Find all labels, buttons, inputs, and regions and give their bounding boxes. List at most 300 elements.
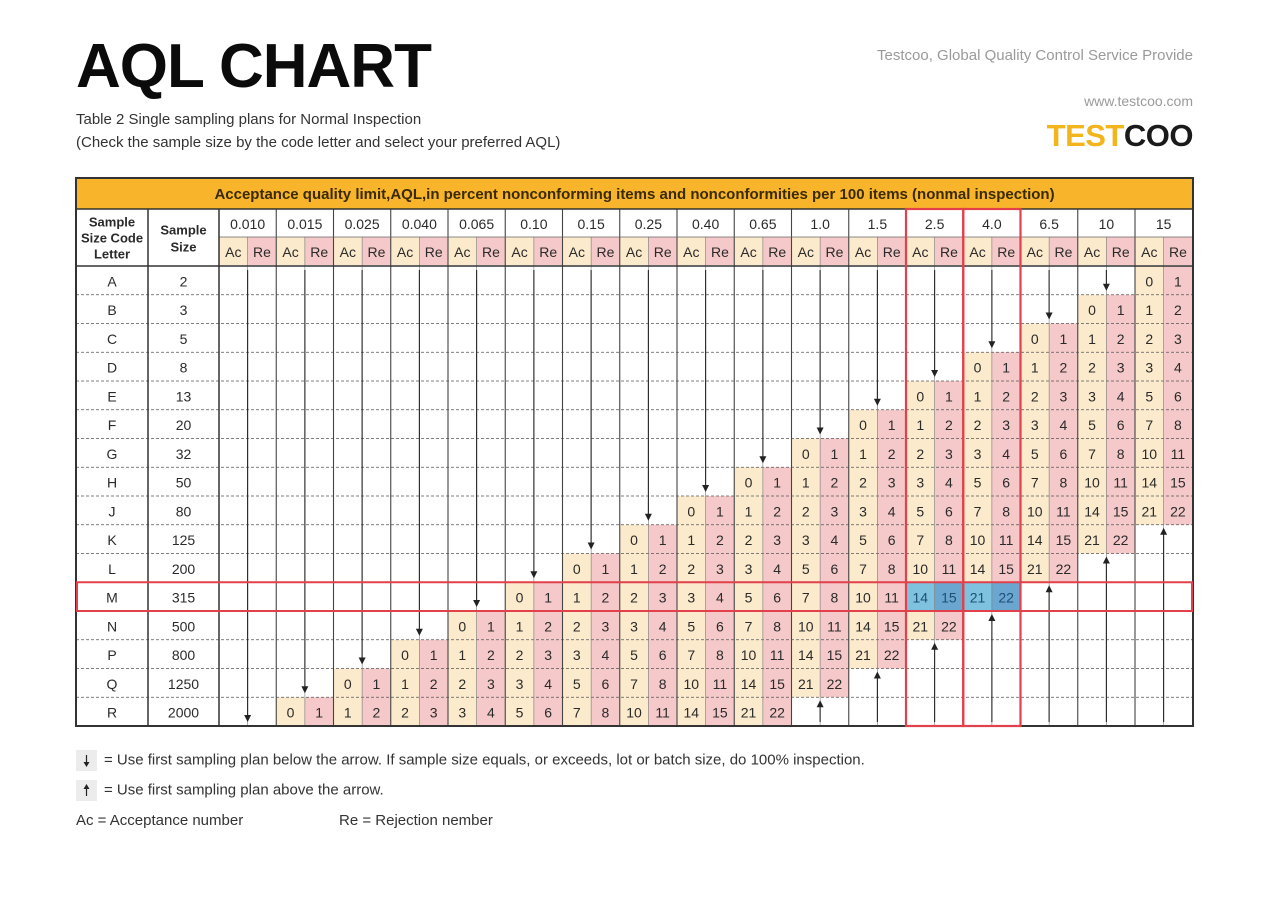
- sample-size-cell: 32: [175, 445, 192, 462]
- header-code-letter: Size Code: [80, 230, 144, 246]
- ac-value: 2: [916, 445, 925, 462]
- ac-value: 1: [401, 675, 409, 692]
- re-value: 4: [1174, 359, 1182, 376]
- ac-value: 3: [744, 560, 753, 577]
- code-letter-cell: J: [108, 503, 116, 520]
- ac-value: 10: [912, 560, 929, 577]
- aql-level-header: 0.40: [692, 216, 720, 232]
- code-letter-cell: A: [107, 273, 117, 290]
- re-value: 6: [945, 503, 953, 520]
- ac-value: 2: [1088, 359, 1096, 376]
- re-value: 11: [998, 532, 1014, 549]
- re-value: 6: [1174, 388, 1182, 405]
- code-letter-cell: Q: [106, 675, 118, 692]
- re-value: 1: [830, 445, 839, 462]
- up-arrow-icon: [931, 643, 938, 650]
- ac-value: 0: [1030, 330, 1039, 347]
- company-tagline: Testcoo, Global Quality Control Service Provide: [877, 47, 1193, 64]
- ac-value: 0: [744, 474, 753, 491]
- ac-value: 21: [1084, 532, 1100, 549]
- sample-size-cell: 125: [171, 532, 196, 549]
- code-letter-cell: M: [106, 589, 118, 606]
- re-value: 2: [945, 417, 953, 434]
- ac-value: 0: [572, 560, 581, 577]
- ac-header-label: Ac: [1141, 244, 1158, 260]
- re-value: 22: [769, 704, 785, 721]
- ac-value: 0: [515, 589, 524, 606]
- ac-header-label: Ac: [1083, 244, 1101, 260]
- re-value: 6: [716, 618, 724, 635]
- sample-size-cell: 2: [179, 273, 188, 290]
- ac-value: 0: [801, 445, 810, 462]
- re-value: 8: [945, 532, 953, 549]
- ac-value: 2: [515, 647, 524, 664]
- re-value: 1: [1174, 273, 1182, 290]
- re-value: 11: [1113, 474, 1128, 491]
- ac-value: 0: [401, 647, 409, 664]
- ac-value: 5: [572, 675, 581, 692]
- ac-value: 21: [740, 704, 757, 721]
- re-value: 2: [716, 532, 724, 549]
- down-arrow-icon: [530, 571, 537, 578]
- re-value: 2: [1174, 302, 1182, 319]
- re-value: 6: [601, 675, 610, 692]
- re-value: 1: [487, 618, 495, 635]
- up-arrow-icon: [874, 672, 881, 679]
- re-value: 11: [884, 589, 899, 606]
- sample-size-cell: 20: [175, 417, 192, 434]
- re-value: 15: [941, 589, 957, 606]
- ac-value: 2: [801, 503, 810, 520]
- re-value: 2: [1059, 359, 1068, 376]
- ac-value: 0: [630, 532, 638, 549]
- re-value: 6: [1116, 417, 1125, 434]
- ac-value: 10: [740, 647, 757, 664]
- page-title: AQL CHART: [76, 32, 431, 101]
- ac-value: 21: [969, 589, 986, 606]
- re-value: 15: [1055, 532, 1072, 549]
- down-arrow-icon: [244, 715, 251, 722]
- re-value: 4: [887, 503, 896, 520]
- ac-value: 3: [1145, 359, 1154, 376]
- code-letter-cell: C: [106, 330, 118, 347]
- code-letter-cell: L: [108, 560, 116, 577]
- re-value: 22: [1170, 503, 1186, 520]
- re-value: 1: [372, 675, 381, 692]
- re-value: 11: [655, 704, 670, 721]
- table-banner-text: Acceptance quality limit,AQL,in percent nonconforming items and nonconformities per 100 items (nonmal inspection): [214, 186, 1055, 203]
- ac-value: 5: [859, 532, 867, 549]
- legend-down-arrow: [76, 750, 865, 771]
- down-arrow-icon: [759, 456, 766, 463]
- re-header-label: Re: [882, 244, 901, 260]
- re-value: 15: [712, 704, 728, 721]
- code-letter-cell: P: [107, 647, 117, 664]
- re-header-label: Re: [768, 244, 787, 260]
- code-letter-cell: B: [107, 302, 117, 319]
- re-value: 3: [1116, 359, 1125, 376]
- header-code-letter: Letter: [93, 246, 131, 262]
- re-header-label: Re: [939, 244, 958, 260]
- ac-value: 0: [687, 503, 696, 520]
- ac-value: 21: [1027, 560, 1043, 577]
- re-value: 4: [1116, 388, 1125, 405]
- re-value: 3: [716, 560, 724, 577]
- aql-level-header: 0.010: [230, 216, 266, 232]
- down-arrow-icon: [588, 543, 595, 550]
- re-value: 11: [827, 618, 842, 635]
- aql-level-header: 0.040: [401, 216, 437, 232]
- ac-value: 7: [1145, 417, 1154, 434]
- ac-value: 21: [912, 618, 929, 635]
- re-value: 1: [1116, 302, 1125, 319]
- re-value: 6: [830, 560, 839, 577]
- ac-value: 10: [626, 704, 642, 721]
- aql-level-header: 0.15: [577, 216, 605, 232]
- re-value: 8: [1174, 417, 1182, 434]
- re-value: 3: [773, 532, 782, 549]
- aql-level-header: 4.0: [982, 216, 1002, 232]
- down-arrow-icon: [817, 428, 824, 435]
- re-value: 8: [658, 675, 667, 692]
- ac-value: 7: [1030, 474, 1039, 491]
- ac-header-label: Ac: [396, 244, 414, 260]
- re-value: 1: [945, 388, 953, 405]
- re-value: 22: [1112, 532, 1129, 549]
- ac-header-label: Ac: [969, 244, 986, 260]
- re-value: 6: [658, 647, 667, 664]
- ac-value: 0: [286, 704, 295, 721]
- down-arrow-icon: [645, 514, 652, 521]
- re-value: 11: [941, 560, 957, 577]
- down-arrow-icon: [702, 485, 709, 492]
- re-value: 3: [1059, 388, 1068, 405]
- re-value: 2: [544, 618, 553, 635]
- legend-down-text: = Use first sampling plan below the arrow. If sample size equals, or exceeds, lot or batch size, do 100% inspection.: [104, 751, 865, 769]
- re-value: 11: [1170, 445, 1186, 462]
- re-value: 15: [998, 560, 1014, 577]
- re-value: 4: [716, 589, 724, 606]
- re-header-label: Re: [539, 244, 558, 260]
- ac-value: 7: [973, 503, 982, 520]
- sample-size-cell: 13: [175, 388, 192, 405]
- re-value: 2: [658, 560, 667, 577]
- up-arrow-icon: [988, 614, 995, 621]
- re-header-label: Re: [710, 244, 729, 260]
- re-value: 3: [487, 675, 495, 692]
- up-arrow-icon: [1160, 528, 1167, 535]
- re-value: 8: [716, 647, 724, 664]
- re-header-label: Re: [252, 244, 271, 260]
- ac-value: 3: [1088, 388, 1096, 405]
- ac-value: 10: [855, 589, 871, 606]
- sample-size-cell: 500: [171, 618, 196, 635]
- ac-value: 5: [1145, 388, 1154, 405]
- ac-value: 2: [859, 474, 867, 491]
- down-arrow-icon: [1046, 313, 1053, 320]
- ac-value: 1: [458, 647, 467, 664]
- ac-value: 2: [687, 560, 696, 577]
- ac-value: 5: [801, 560, 810, 577]
- ac-value: 14: [969, 560, 986, 577]
- re-value: 8: [601, 704, 610, 721]
- ac-header-label: Ac: [454, 244, 471, 260]
- re-value: 2: [887, 445, 896, 462]
- ac-value: 1: [744, 503, 753, 520]
- up-arrow-icon: [1046, 585, 1053, 592]
- re-header-label: Re: [997, 244, 1016, 260]
- re-value: 11: [769, 647, 785, 664]
- re-value: 3: [1174, 330, 1182, 347]
- re-value: 11: [1056, 503, 1071, 520]
- ac-value: 2: [1145, 330, 1154, 347]
- ac-value: 5: [1030, 445, 1039, 462]
- ac-value: 2: [630, 589, 638, 606]
- aql-level-header: 0.65: [749, 216, 777, 232]
- re-value: 4: [945, 474, 953, 491]
- re-value: 4: [1059, 417, 1068, 434]
- sample-size-cell: 5: [179, 330, 188, 347]
- aql-level-header: 0.10: [520, 216, 548, 232]
- ac-value: 21: [855, 647, 871, 664]
- ac-header-label: Ac: [282, 244, 299, 260]
- down-arrow-icon: [931, 370, 938, 377]
- ac-value: 14: [1084, 503, 1100, 520]
- ac-value: 7: [630, 675, 638, 692]
- re-value: 4: [487, 704, 495, 721]
- code-letter-cell: H: [106, 474, 118, 491]
- ac-value: 3: [630, 618, 638, 635]
- re-value: 15: [1170, 474, 1186, 491]
- ac-value: 1: [343, 704, 352, 721]
- ac-value: 3: [859, 503, 867, 520]
- ac-value: 3: [1030, 417, 1039, 434]
- ac-value: 1: [687, 532, 696, 549]
- re-value: 2: [1002, 388, 1011, 405]
- down-arrow-icon: [473, 600, 480, 607]
- down-arrow-icon: [76, 750, 97, 771]
- re-value: 3: [1002, 417, 1011, 434]
- code-letter-cell: G: [106, 445, 118, 462]
- ac-value: 7: [801, 589, 810, 606]
- sample-size-cell: 1250: [167, 675, 200, 692]
- re-value: 6: [1002, 474, 1011, 491]
- re-value: 3: [429, 704, 438, 721]
- ac-value: 7: [744, 618, 753, 635]
- re-header-label: Re: [825, 244, 844, 260]
- ac-value: 3: [801, 532, 810, 549]
- subtitle-line-2: (Check the sample size by the code letter and select your preferred AQL): [76, 134, 561, 151]
- down-arrow-icon: [359, 658, 366, 665]
- re-value: 2: [773, 503, 782, 520]
- header-sample-size: Size: [170, 239, 197, 255]
- re-value: 1: [887, 417, 896, 434]
- code-letter-cell: F: [107, 417, 117, 434]
- aql-level-header: 10: [1098, 216, 1115, 232]
- ac-value: 1: [859, 445, 867, 462]
- aql-level-header: 0.015: [287, 216, 323, 232]
- re-value: 15: [826, 647, 843, 664]
- legend-up-arrow: [76, 780, 384, 801]
- ac-value: 1: [801, 474, 810, 491]
- re-value: 22: [998, 589, 1014, 606]
- ac-value: 21: [798, 675, 814, 692]
- ac-header-label: Ac: [339, 244, 356, 260]
- re-header-label: Re: [1111, 244, 1130, 260]
- re-value: 22: [1055, 560, 1072, 577]
- testcoo-logo: TESTCOO: [1046, 118, 1193, 153]
- ac-header-label: Ac: [511, 244, 528, 260]
- ac-value: 14: [683, 704, 700, 721]
- re-value: 8: [1002, 503, 1011, 520]
- re-value: 4: [773, 560, 782, 577]
- re-value: 4: [1002, 445, 1011, 462]
- ac-value: 10: [798, 618, 814, 635]
- ac-value: 14: [912, 589, 929, 606]
- re-header-label: Re: [1054, 244, 1073, 260]
- re-value: 8: [830, 589, 839, 606]
- ac-value: 0: [1088, 302, 1096, 319]
- ac-value: 7: [916, 532, 925, 549]
- ac-header-label: Ac: [568, 244, 585, 260]
- ac-value: 1: [515, 618, 524, 635]
- re-value: 1: [773, 474, 782, 491]
- header-code-letter: Sample: [88, 214, 136, 230]
- down-arrow-icon: [1103, 284, 1110, 291]
- ac-header-label: Ac: [683, 244, 700, 260]
- ac-value: 0: [859, 417, 867, 434]
- code-letter-cell: E: [107, 388, 117, 405]
- ac-value: 14: [1027, 532, 1043, 549]
- ac-value: 2: [973, 417, 982, 434]
- subtitle-line-1: Table 2 Single sampling plans for Normal Inspection: [76, 111, 422, 128]
- ac-value: 7: [572, 704, 581, 721]
- ac-value: 1: [1145, 302, 1154, 319]
- sample-size-cell: 80: [175, 503, 192, 520]
- ac-value: 3: [916, 474, 925, 491]
- sample-size-cell: 8: [179, 359, 188, 376]
- re-value: 3: [544, 647, 553, 664]
- ac-value: 2: [1030, 388, 1039, 405]
- re-value: 8: [1059, 474, 1068, 491]
- aql-level-header: 1.0: [810, 216, 830, 232]
- code-letter-cell: N: [106, 618, 118, 635]
- down-arrow-icon: [874, 399, 881, 406]
- re-value: 4: [830, 532, 839, 549]
- re-value: 3: [945, 445, 953, 462]
- sample-size-cell: 2000: [167, 704, 200, 721]
- code-letter-cell: K: [107, 532, 117, 549]
- aql-level-header: 0.25: [634, 216, 662, 232]
- re-value: 3: [830, 503, 839, 520]
- re-value: 3: [601, 618, 610, 635]
- header-sample-size: Sample: [160, 222, 207, 238]
- re-value: 2: [487, 647, 495, 664]
- sample-size-cell: 315: [171, 589, 196, 606]
- re-header-label: Re: [367, 244, 386, 260]
- re-value: 8: [1116, 445, 1125, 462]
- ac-value: 5: [1088, 417, 1096, 434]
- website-link[interactable]: www.testcoo.com: [1084, 93, 1193, 109]
- ac-header-label: Ac: [1026, 244, 1043, 260]
- ac-value: 1: [1088, 330, 1096, 347]
- ac-value: 7: [1088, 445, 1096, 462]
- code-letter-cell: D: [106, 359, 118, 376]
- re-value: 2: [372, 704, 381, 721]
- legend-re: Re = Rejection nember: [339, 812, 493, 829]
- re-value: 1: [1059, 330, 1068, 347]
- re-value: 4: [601, 647, 610, 664]
- ac-value: 10: [1027, 503, 1043, 520]
- ac-value: 2: [572, 618, 581, 635]
- down-arrow-icon: [988, 341, 995, 348]
- ac-header-label: Ac: [854, 244, 872, 260]
- ac-value: 0: [916, 388, 925, 405]
- re-value: 15: [1112, 503, 1129, 520]
- re-header-label: Re: [481, 244, 500, 260]
- re-header-label: Re: [310, 244, 329, 260]
- re-value: 3: [887, 474, 896, 491]
- ac-value: 1: [973, 388, 982, 405]
- ac-value: 5: [916, 503, 925, 520]
- aql-level-header: 1.5: [867, 216, 888, 232]
- aql-level-header: 0.025: [344, 216, 380, 232]
- ac-value: 10: [683, 675, 700, 692]
- re-value: 4: [658, 618, 667, 635]
- sample-size-cell: 200: [171, 560, 196, 577]
- ac-value: 1: [1030, 359, 1039, 376]
- sample-size-cell: 3: [179, 302, 188, 319]
- ac-value: 5: [630, 647, 638, 664]
- re-value: 22: [941, 618, 957, 635]
- ac-value: 0: [1145, 273, 1154, 290]
- ac-value: 0: [973, 359, 982, 376]
- ac-value: 3: [687, 589, 696, 606]
- sample-size-cell: 50: [175, 474, 192, 491]
- re-value: 6: [1059, 445, 1068, 462]
- re-value: 4: [544, 675, 553, 692]
- re-value: 15: [769, 675, 785, 692]
- ac-value: 5: [687, 618, 696, 635]
- re-value: 8: [887, 560, 896, 577]
- ac-value: 10: [969, 532, 986, 549]
- code-letter-cell: R: [106, 704, 118, 721]
- re-header-label: Re: [1168, 244, 1187, 260]
- ac-header-label: Ac: [225, 244, 242, 260]
- down-arrow-icon: [301, 686, 308, 693]
- ac-value: 14: [740, 675, 757, 692]
- re-value: 15: [883, 618, 900, 635]
- ac-header-label: Ac: [797, 244, 814, 260]
- ac-value: 0: [343, 675, 352, 692]
- ac-header-label: Ac: [740, 244, 757, 260]
- up-arrow-icon: [817, 700, 824, 707]
- aql-level-header: 0.065: [459, 216, 495, 232]
- ac-header-label: Ac: [912, 244, 929, 260]
- re-value: 22: [883, 647, 900, 664]
- re-value: 1: [429, 647, 438, 664]
- re-value: 2: [601, 589, 610, 606]
- re-value: 1: [315, 704, 324, 721]
- ac-value: 3: [973, 445, 982, 462]
- sample-size-cell: 800: [171, 647, 196, 664]
- re-value: 8: [773, 618, 782, 635]
- re-value: 6: [887, 532, 896, 549]
- re-value: 1: [658, 532, 667, 549]
- ac-value: 14: [855, 618, 871, 635]
- re-value: 1: [716, 503, 724, 520]
- ac-value: 7: [687, 647, 696, 664]
